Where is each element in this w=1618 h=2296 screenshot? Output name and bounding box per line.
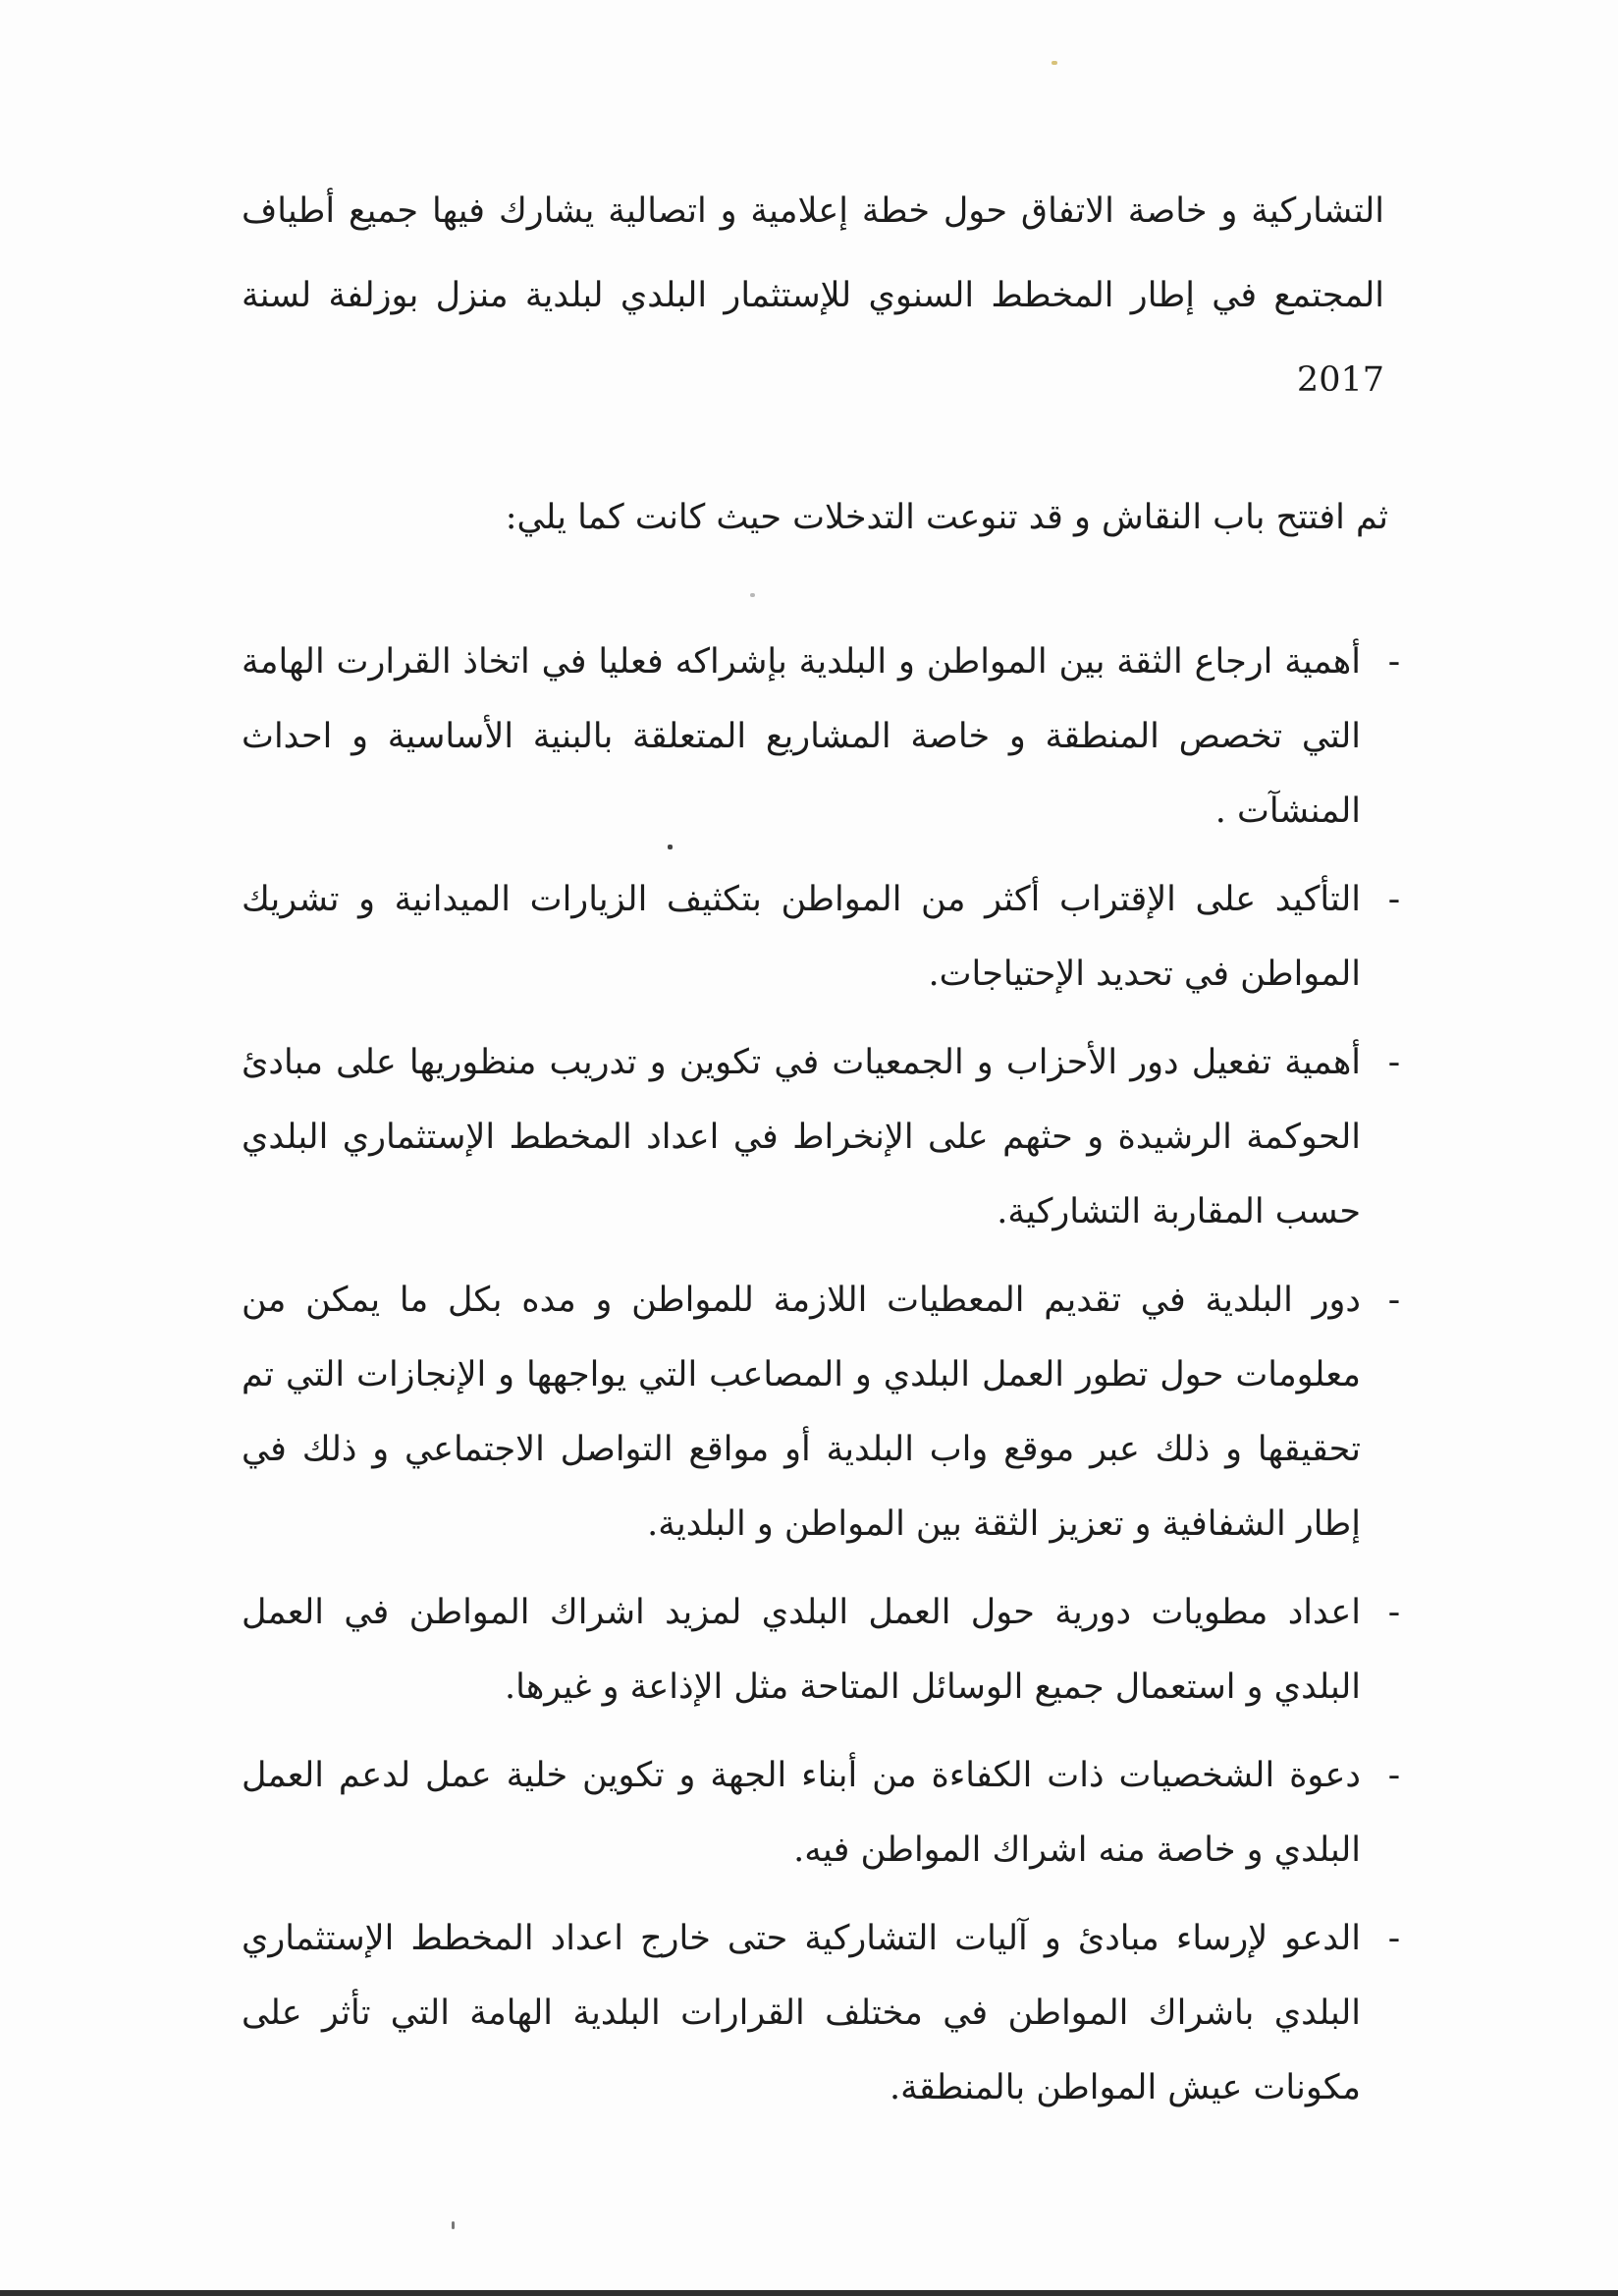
list-item-text: دعوة الشخصيات ذات الكفاءة من أبناء الجهة و تكوين خلية عمل لدعم العمل البلدي و خاصة منه اشراك المواطن فيه. [242,1756,1361,1870]
scan-speck [452,2221,455,2229]
list-item-text: أهمية تفعيل دور الأحزاب و الجمعيات في تكوين و تدريب منظوريها على مبادئ الحوكمة الرشيدة و حثهم على الإنخراط في اعداد المخطط الإستثماري البلدي حسب المقاربة التشاركية. [242,1043,1361,1231]
list-item-text: التأكيد على الإقتراب أكثر من المواطن بتكثيف الزيارات الميدانية و تشريك المواطن في تحديد الإحتياجات. [242,880,1361,994]
interventions-list [242,625,1401,2125]
bullet-dash: - [1387,642,1401,682]
bullet-dash: - [1387,880,1401,919]
list-item [242,1025,1401,1249]
list-item [242,862,1401,1011]
scan-speck [750,593,755,597]
list-item [242,1575,1401,1724]
scan-bottom-edge [0,2290,1618,2296]
bullet-dash: - [1387,1281,1401,1320]
list-item-text: اعداد مطويات دورية حول العمل البلدي لمزيد اشراك المواطن في العمل البلدي و استعمال جميع الوسائل المتاحة مثل الإذاعة و غيرها. [242,1593,1361,1707]
list-item-text: الدعو لإرساء مبادئ و آليات التشاركية حتى خارج اعداد المخطط الإستثماري البلدي باشراك المواطن في مختلف القرارات البلدية الهامة التي تأثر على مكونات عيش المواطن بالمنطقة. [242,1919,1361,2107]
discussion-opening: ثم افتتح باب النقاش و قد تنوعت التدخلات حيث كانت كما يلي: [505,498,1388,537]
bullet-dash: - [1387,1043,1401,1082]
bullet-dash: - [1387,1919,1401,1958]
intro-line: المجتمع في إطار المخطط السنوي للإستثمار البلدي لبلدية منزل بوزلفة لسنة 2017 [242,276,1384,400]
list-item [242,1738,1401,1887]
intro-paragraph [242,169,1384,422]
intro-line: التشاركية و خاصة الاتفاق حول خطة إعلامية و اتصالية يشارك فيها جميع أطياف [242,191,1384,231]
list-item [242,625,1401,848]
scan-speck [1052,61,1057,65]
bullet-dash: - [1387,1756,1401,1795]
list-item-text: دور البلدية في تقديم المعطيات اللازمة للمواطن و مده بكل ما يمكن من معلومات حول تطور العمل البلدي و المصاعب التي يواجهها و الإنجازات التي تم تحقيقها و ذلك عبر موقع واب البلدية أو مواقع التواصل الاجتماعي و ذلك في إطار الشفافية و تعزيز الثقة بين المواطن و البلدية. [242,1281,1361,1544]
list-item [242,1263,1401,1561]
list-item [242,1901,1401,2125]
bullet-dash: - [1387,1593,1401,1632]
list-item-text: أهمية ارجاع الثقة بين المواطن و البلدية بإشراكه فعليا في اتخاذ القرارت الهامة التي تخصص المنطقة و خاصة المشاريع المتعلقة بالبنية الأساسية و احداث المنشآت . [242,642,1361,831]
